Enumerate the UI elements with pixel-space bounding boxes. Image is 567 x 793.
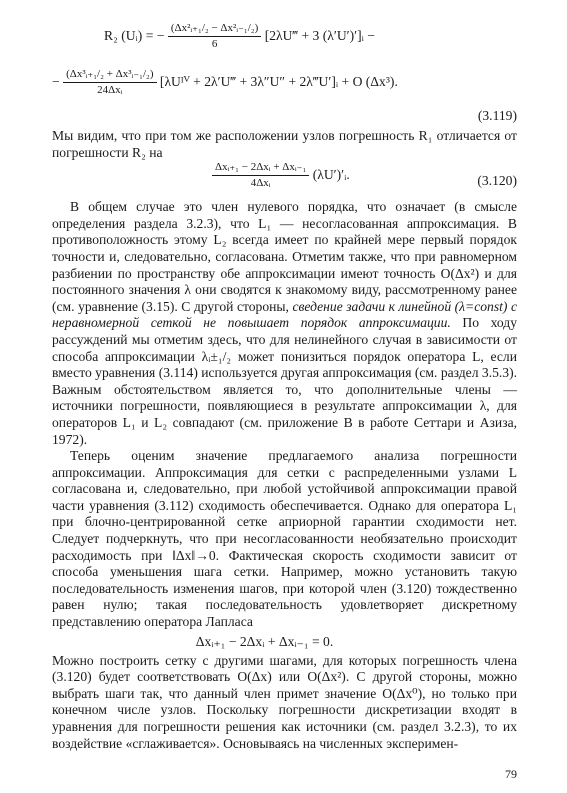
equation-3-119-line-1 bbox=[52, 22, 517, 68]
eq-fraction bbox=[212, 161, 309, 190]
eq-bracket-term: [2λU‴ + 3 (λ′U′)′]ᵢ − bbox=[264, 28, 375, 44]
paragraph-intro: Мы видим, что при том же расположении узлов погрешность R₁ отличается от погрешности R₂ на bbox=[52, 128, 517, 160]
paragraph-italic-statement: сведение задачи к линейной (λ=const) с неравномерной сеткой не повышает порядок аппроксимации. bbox=[52, 298, 517, 331]
equation-number-3-119: (3.119) bbox=[477, 108, 517, 123]
equation-3-120 bbox=[52, 161, 517, 199]
eq-operator-term: (λU′)′ᵢ. bbox=[312, 167, 350, 183]
paragraph-text: В общем случае это член нулевого порядка, что означает (в смысле определения раздела 3.2.3), что L₁ — несогласованная аппроксимация. В противоположность этому L₂ всегда имеет по крайней мере первый порядок точности и, следовательно, согласована. Отметим также, что при равномерном разбиении по пространству обе аппроксимации имеют точность O(Δx²) и для постоянного значения λ они сводятся к знакомому виду, рассмотренному ранее (см. уравнение (3.15). С другой стороны, bbox=[52, 199, 517, 314]
paragraph-consistency bbox=[52, 199, 517, 448]
fraction-numerator: (Δx³ᵢ₊₁/₂ + Δx³ᵢ₋₁/₂) bbox=[66, 68, 154, 80]
fraction-denominator: 6 bbox=[168, 36, 261, 51]
equation-number-3-120: (3.120) bbox=[477, 173, 517, 189]
paragraph-convergence: Теперь оценим значение предлагаемого анализа погрешности аппроксимации. Аппроксимация для сетки с распределенными узлами L согласована и, следовательно, при любой устойчивой аппроксимации правой части уравнения (3.112) сходимость обеспечивается. Однако для оператора L₁ при блочно-центрированной сетке априорной гарантии сходимости нет. Следует подчеркнуть, что при несогласованности необязательно происходит расходимость при ‖Δx‖→0. Фактическая скорость сходимости зависит от способа уменьшения шага сетки. Например, можно установить такую последовательность изменения шагов, при которой член (3.120) тождественно равен нулю; такая последовательность удовлетворяет дискретному представлению оператора Лапласа bbox=[52, 448, 517, 630]
paragraph-text: По ходу рассуждений мы отметим здесь, что для нелинейного случая в зависимости от способа аппроксимации λᵢ±₁/₂ может понизиться порядок оператора L, если вместо уравнения (3.114) используется другая аппроксимация (см. раздел 3.5.3). Важным обстоятельством является то, что дополнительные члены — источники погрешности, появляющиеся в результате аппроксимации λ, для операторов L₁ и L₂ совпадают (см. приложение В в работе Сеттари и Азиза, 1972). bbox=[52, 315, 518, 447]
page-number: 79 bbox=[505, 767, 517, 781]
fraction-numerator: (Δx²ᵢ₊₁/₂ − Δx²ᵢ₋₁/₂) bbox=[170, 22, 259, 34]
eq-bracket-term: [λUᴵⱽ + 2λ′U‴ + 3λ″U″ + 2λ‴U′]ᵢ + O (Δx³). bbox=[159, 74, 398, 90]
fraction-numerator: Δxᵢ₊₁ − 2Δxᵢ + Δxᵢ₋₁ bbox=[215, 161, 307, 174]
fraction-denominator: 4Δxᵢ bbox=[212, 175, 309, 190]
equation-3-119-line-2 bbox=[52, 68, 517, 108]
eq-minus: − bbox=[52, 74, 60, 90]
fraction-denominator: 24Δxᵢ bbox=[63, 82, 156, 97]
paragraph-grid-steps: Можно построить сетку с другими шагами, для которых погрешность члена (3.120) будет соответствовать O(Δx) или O(Δx²). С другой стороны, можно выбрать шаги так, что данный член примет значение O(Δx⁰), но только при конечном числе узлов. Поскольку погрешности дискретизации входят в уравнения для погрешности решения как источники (см. раздел 3.2.3), то их воздействие «сглаживается». Основываясь на численных эксперимен- bbox=[52, 652, 517, 751]
eq-fraction bbox=[168, 22, 261, 51]
eq-lhs: R₂ (Uᵢ) = − bbox=[104, 28, 165, 44]
eq-fraction bbox=[63, 68, 156, 97]
equation-laplace: Δxᵢ₊₁ − 2Δxᵢ + Δxᵢ₋₁ = 0. bbox=[195, 633, 334, 649]
